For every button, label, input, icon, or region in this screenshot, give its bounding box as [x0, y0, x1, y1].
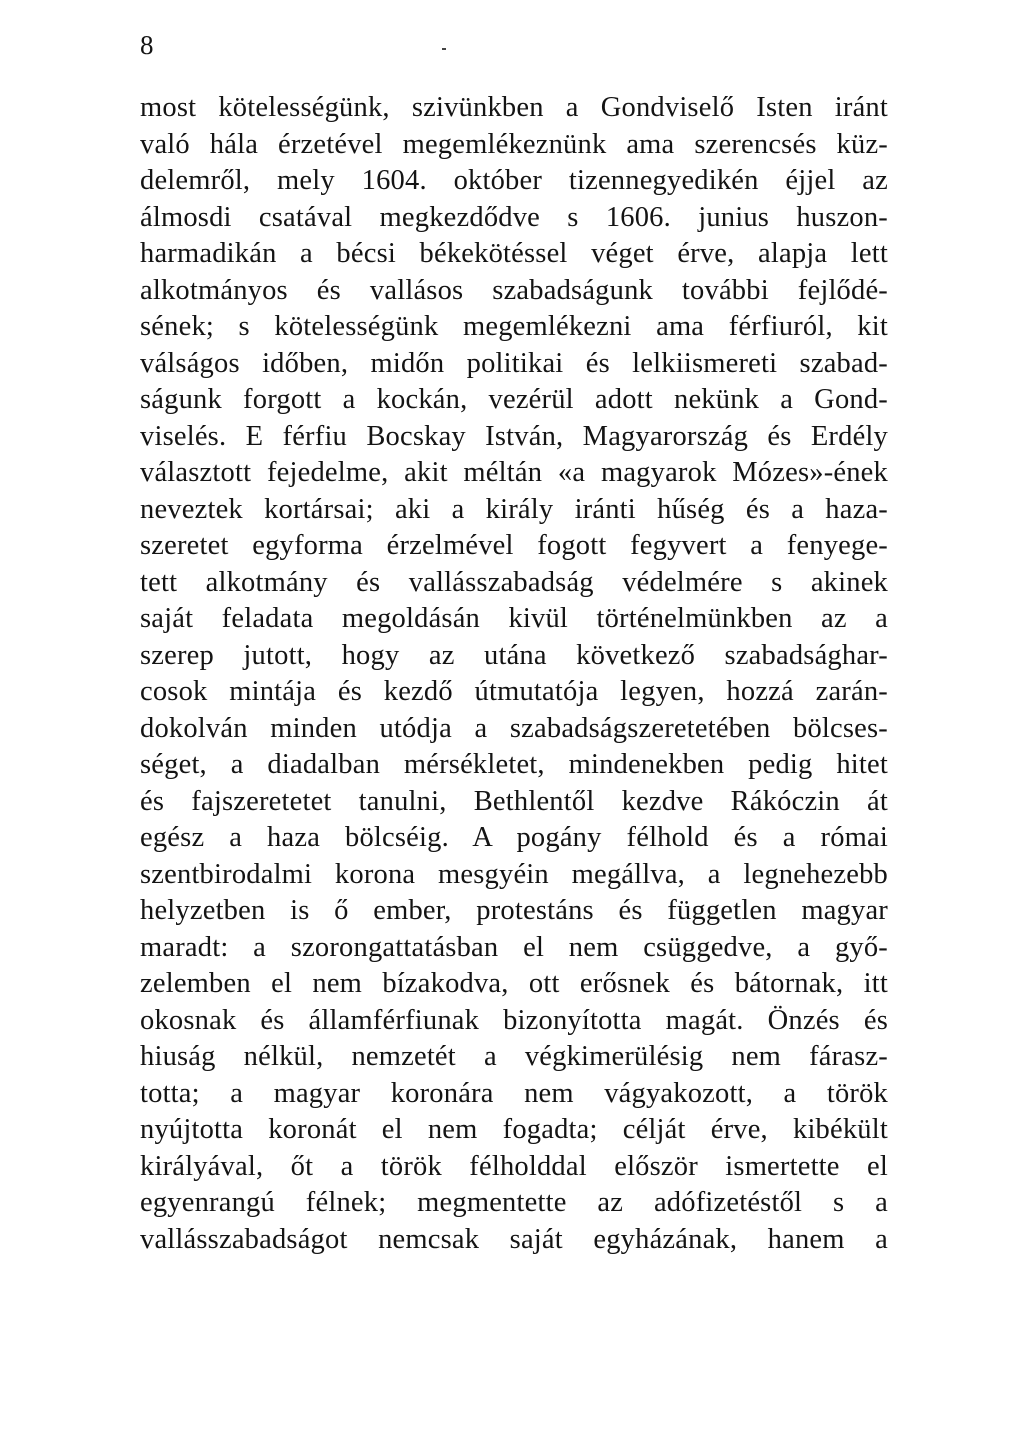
text-line: harmadikán a bécsi békekötéssel véget érve, alapja lett [140, 238, 888, 269]
text-line: sének; s kötelességünk megemlékezni ama férfiuról, kit [140, 311, 888, 342]
text-line: most kötelességünk, szivünkben a Gondviselő Isten iránt [140, 92, 888, 123]
text-line: ságunk forgott a kockán, vezérül adott nekünk a Gond- [140, 384, 888, 415]
text-line: szerep jutott, hogy az utána következő szabadsághar- [140, 639, 888, 671]
text-line: választott fejedelme, akit méltán «a magyarok Mózes»-ének [140, 457, 888, 488]
text-line: delemről, mely 1604. október tizennegyedikén éjjel az [140, 165, 888, 196]
text-line: viselés. E férfiu Bocskay István, Magyarország és Erdély [140, 420, 888, 452]
text-line: vallásszabadságot nemcsak saját egyházának, hanem a [140, 1223, 888, 1255]
text-line: alkotmányos és vallásos szabadságunk további fejlődé- [140, 274, 888, 306]
text-line: dokolván minden utódja a szabadságszeretetében bölcses- [140, 712, 888, 744]
text-line: szentbirodalmi korona mesgyéin megállva, a legnehezebb [140, 858, 888, 890]
text-line: álmosdi csatával megkezdődve s 1606. junius huszon- [140, 201, 888, 233]
text-line: totta; a magyar koronára nem vágyakozott, a török [140, 1077, 888, 1109]
text-line: egész a haza bölcséig. A pogány félhold és a római [140, 822, 888, 853]
text-line: okosnak és államférfiunak bizonyította magát. Önzés és [140, 1004, 888, 1036]
text-line: és fajszeretetet tanulni, Bethlentől kezdve Rákóczin át [140, 785, 888, 817]
text-line: válságos időben, midőn politikai és lelkiismereti szabad- [140, 347, 888, 379]
text-line: egyenrangú félnek; megmentette az adófizetéstől s a [140, 1187, 888, 1218]
text-line: maradt: a szorongattatásban el nem csüggedve, a győ- [140, 931, 888, 963]
body-text [140, 90, 888, 1258]
text-line: neveztek kortársai; aki a király iránti hűség és a haza- [140, 493, 888, 525]
text-line: tett alkotmány és vallásszabadság védelmére s akinek [140, 566, 888, 598]
text-line: hiuság nélkül, nemzetét a végkimerülésig nem fárasz- [140, 1041, 888, 1072]
text-line: zelemben el nem bízakodva, ott erősnek és bátornak, itt [140, 968, 888, 999]
page-number: 8 [140, 30, 154, 60]
text-line: szeretet egyforma érzelmével fogott fegyvert a fenyege- [140, 530, 888, 561]
text-line: cosok mintája és kezdő útmutatója legyen, hozzá zarán- [140, 676, 888, 707]
text-line: séget, a diadalban mérsékletet, mindenekben pedig hitet [140, 749, 888, 780]
text-line: saját feladata megoldásán kivül történelmünkben az a [140, 603, 888, 634]
text-line: való hála érzetével megemlékeznünk ama szerencsés küz- [140, 128, 888, 160]
print-mark [442, 48, 446, 50]
text-line: helyzetben is ő ember, protestáns és független magyar [140, 895, 888, 926]
text-line: királyával, őt a török félholddal először ismertette el [140, 1150, 888, 1182]
text-line: nyújtotta koronát el nem fogadta; célját érve, kibékült [140, 1114, 888, 1145]
